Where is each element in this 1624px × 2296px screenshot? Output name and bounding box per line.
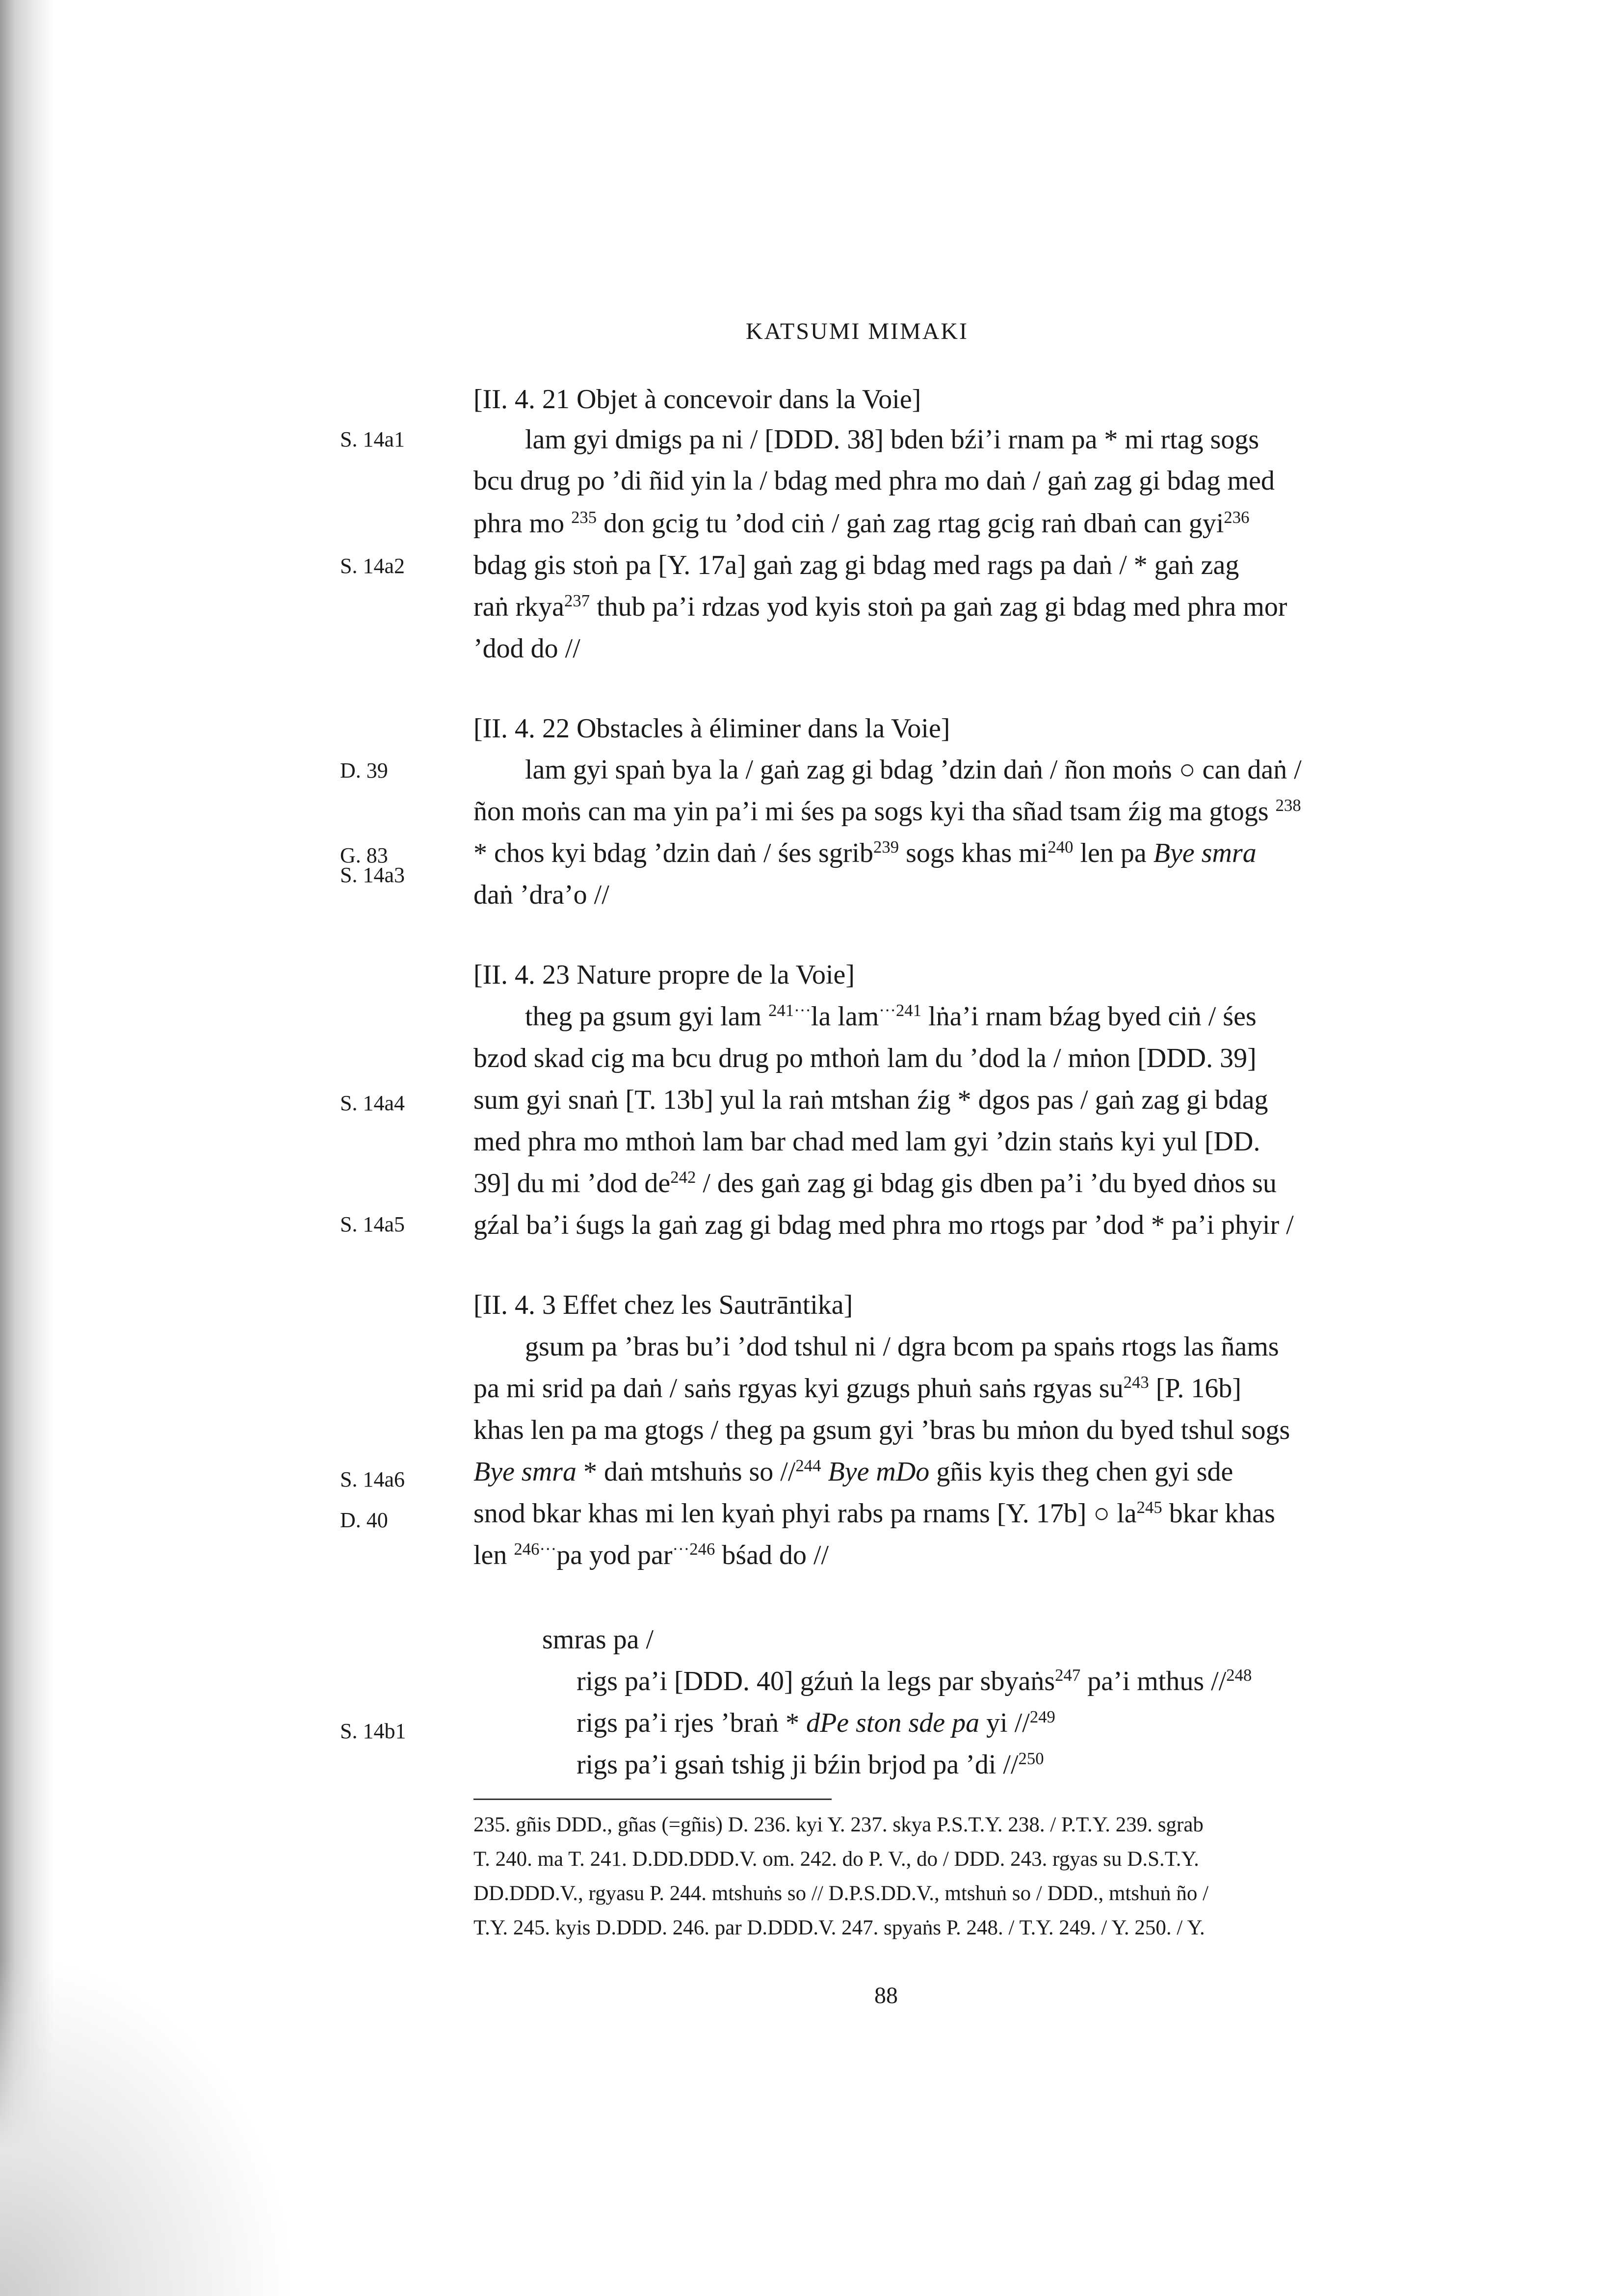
footnote-line: T.Y. 245. kyis D.DDD. 246. par D.DDD.V. 247. spyaṅs P. 248. / T.Y. 249. / Y. 250. / Y. <box>473 1916 1205 1939</box>
footnote-rule <box>473 1799 832 1800</box>
footnote-marker: 249 <box>1029 1707 1055 1726</box>
footnote-marker: 240 <box>1048 837 1074 857</box>
footnote-line: 235. gñis DDD., gñas (=gñis) D. 236. kyi Y. 237. skya P.S.T.Y. 238. / P.T.Y. 239. sgrab <box>473 1813 1204 1836</box>
text-line: theg pa gsum gyi lam $^{241\cdot\cdot\cdot}$la lam$^{\cdot\cdot\cdot 241}$ lṅa’i rnam bźag byed ciṅ / śes <box>525 1000 1257 1032</box>
margin-ref-s14b1: S. 14b1 <box>340 1719 406 1743</box>
margin-ref-s14a6: S. 14a6 <box>340 1467 405 1491</box>
footnote-marker: 242 <box>670 1167 696 1187</box>
text-line: khas len pa ma gtogs / theg pa gsum gyi ’bras bu mṅon du byed tshul sogs <box>473 1415 1290 1445</box>
verse-line: rigs pa’i [DDD. 40] gźuṅ la legs par sbyaṅs$^{247}$ pa’i mthus //$^{248}$ <box>576 1665 1252 1696</box>
margin-ref-s14a5: S. 14a5 <box>340 1212 405 1236</box>
margin-ref-d40: D. 40 <box>340 1508 388 1532</box>
corner-shadow <box>0 1953 294 2296</box>
verse-line: rigs pa’i rjes ’braṅ * dPe ston sde pa yi //$^{249}$ <box>576 1707 1055 1738</box>
text-line: lam gyi spaṅ bya la / gaṅ zag gi bdag ’dzin daṅ / ñon moṅs ○ can daṅ / <box>525 755 1302 785</box>
margin-ref-s14a1: S. 14a1 <box>340 427 405 451</box>
footnote-marker: 235 <box>571 507 597 527</box>
text-line: gźal ba’i śugs la gaṅ zag gi bdag med phra mo rtogs par ’dod * pa’i phyir / <box>473 1210 1294 1240</box>
margin-ref-d39: D. 39 <box>340 758 388 783</box>
footnote-marker: 238 <box>1275 795 1301 815</box>
text-line: bdag gis stoṅ pa [Y. 17a] gaṅ zag gi bdag med rags pa daṅ / * gaṅ zag <box>473 550 1239 580</box>
footnote-marker: 247 <box>1055 1665 1081 1685</box>
margin-ref-s14a2: S. 14a2 <box>340 554 405 578</box>
text-line: raṅ rkya$^{237}$ thub pa’i rdzas yod kyis stoṅ pa gaṅ zag gi bdag med phra mor <box>473 591 1287 622</box>
text-line: len $^{246\cdot\cdot\cdot}$pa yod par$^{\cdot\cdot\cdot 246}$ bśad do // <box>473 1539 829 1570</box>
text-line: lam gyi dmigs pa ni / [DDD. 38] bden bźi’i rnam pa * mi rtag sogs <box>525 424 1259 455</box>
section-heading-4-22: [II. 4. 22 Obstacles à éliminer dans la Voie] <box>473 713 950 744</box>
margin-ref-s14a3: S. 14a3 <box>340 863 405 887</box>
text-line: bcu drug po ’di ñid yin la / bdag med phra mo daṅ / gaṅ zag gi bdag med <box>473 466 1275 496</box>
binding-shadow <box>0 0 54 2296</box>
text-line: * chos kyi bdag ’dzin daṅ / śes sgrib$^{239}$ sogs khas $mi^{240}$ len pa Bye smra <box>473 837 1257 868</box>
footnote-line: DD.DDD.V., rgyasu P. 244. mtshuṅs so // D.P.S.DD.V., mtshuṅ so / DDD., mtshuṅ ño / <box>473 1882 1209 1905</box>
page-number: 88 <box>874 1983 898 2009</box>
margin-ref-g83: G. 83 <box>340 843 388 867</box>
footnote-marker: 250 <box>1018 1748 1044 1768</box>
text-line: ñon moṅs can ma yin pa’i mi śes pa sogs kyi tha sñad tsam źig ma gtogs $^{238}$ <box>473 795 1301 827</box>
footnote-marker: 246··· <box>514 1539 557 1559</box>
section-heading-4-23: [II. 4. 23 Nature propre de la Voie] <box>473 960 855 990</box>
verse-line: rigs pa’i gsaṅ tshig ji bźin brjod pa ’di //$^{250}$ <box>576 1748 1044 1780</box>
text-line: bzod skad cig ma bcu drug po mthoṅ lam du ’dod la / mṅon [DDD. 39] <box>473 1043 1257 1073</box>
footnote-marker: 241··· <box>768 1000 811 1020</box>
text-line: 39] du mi ’dod $de^{242}$ / des gaṅ zag gi bdag gis dben pa’i ’du byed dṅos su <box>473 1167 1277 1199</box>
footnote-marker: 237 <box>564 591 590 610</box>
text-line: ’dod do // <box>473 633 580 664</box>
footnote-marker: 244 <box>795 1456 821 1475</box>
text-line: gsum pa ’bras bu’i ’dod tshul ni / dgra bcom pa spaṅs rtogs las ñams <box>525 1331 1279 1362</box>
footnote-marker: ···246 <box>672 1539 715 1559</box>
footnote-marker: 248 <box>1226 1665 1252 1685</box>
footnote-marker: 236 <box>1224 507 1250 527</box>
footnote-marker: 243 <box>1123 1372 1149 1392</box>
footnote-marker: 245 <box>1136 1497 1162 1517</box>
text-line: daṅ ’dra’o // <box>473 880 609 910</box>
footnote-marker: ···241 <box>879 1000 922 1020</box>
section-heading-4-3: [II. 4. 3 Effet chez les Sautrāntika] <box>473 1290 853 1320</box>
text-line: snod bkar khas mi len kyaṅ phyi rabs pa rnams [Y. 17b] ○ $la^{245}$ bkar khas <box>473 1497 1275 1529</box>
text-line: Bye smra * daṅ mtshuṅs so //$^{244}$ Bye mDo gñis kyis theg chen gyi sde <box>473 1456 1233 1487</box>
verse-intro: smras pa / <box>542 1624 654 1655</box>
text-line: sum gyi snaṅ [T. 13b] yul la raṅ mtshan źig * dgos pas / gaṅ zag gi bdag <box>473 1085 1268 1115</box>
text-line: phra mo $^{235}$ don gcig tu ’dod ciṅ / gaṅ zag rtag gcig raṅ dbaṅ can gyi$^{236}$ <box>473 507 1250 539</box>
footnote-marker: 239 <box>873 837 899 857</box>
margin-ref-s14a4: S. 14a4 <box>340 1091 405 1115</box>
section-heading-4-21: [II. 4. 21 Objet à concevoir dans la Voie] <box>473 384 921 415</box>
text-line: med phra mo mthoṅ lam bar chad med lam gyi ’dzin staṅs kyi yul [DD. <box>473 1126 1260 1157</box>
running-header: KATSUMI MIMAKI <box>746 318 969 344</box>
footnote-line: T. 240. ma T. 241. D.DD.DDD.V. om. 242. do P. V., do / DDD. 243. rgyas su D.S.T.Y. <box>473 1848 1199 1871</box>
text-line: pa mi srid pa daṅ / saṅs rgyas kyi gzugs phuṅ saṅs rgyas $su^{243}$ [P. 16b] <box>473 1372 1242 1404</box>
